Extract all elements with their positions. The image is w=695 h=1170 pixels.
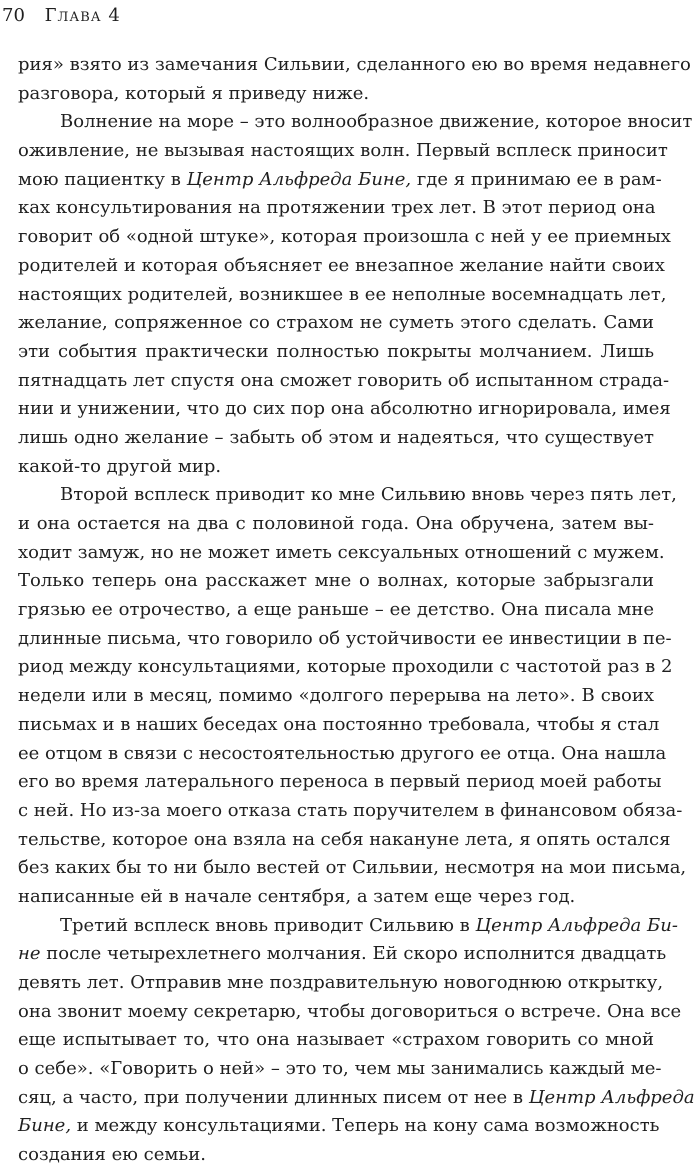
- text-run: письмах и в наших беседах она постоянно требовала, чтобы я стал: [18, 713, 660, 735]
- text-line: [18, 826, 671, 855]
- text-line: [18, 567, 654, 596]
- text-line: [18, 883, 654, 912]
- text-line: [18, 367, 670, 396]
- text-run: с ней. Но из-за моего отказа стать поручителем в финансовом обяза-: [18, 799, 683, 821]
- text-run: ее отцом в связи с несостоятельностью другого ее отца. Она нашла: [18, 742, 667, 764]
- text-line: [18, 166, 662, 195]
- text-run: сяц, а часто, при получении длинных писем от нее в: [18, 1086, 529, 1108]
- text-run: девять лет. Отправив мне поздравительную новогоднюю открытку,: [18, 972, 664, 993]
- text-run: недели или в месяц, помимо «долгого перерыва на лето». В своих: [18, 685, 654, 707]
- italic-text: Бине,: [18, 1115, 72, 1137]
- text-run: пятнадцать лет спустя она сможет говорить об испытанном страда-: [18, 369, 670, 391]
- text-line: [18, 80, 654, 109]
- text-line: [18, 940, 667, 969]
- text-run: мою пациентку в: [18, 168, 187, 190]
- text-run: родителей и которая объясняет ее внезапное желание найти своих: [18, 254, 665, 276]
- text-run: говорит об «одной штуке», которая произошла с ней у ее приемных: [18, 226, 671, 248]
- text-run: и она остается на два с половиной года. Она обручена, затем вы-: [18, 513, 654, 534]
- text-run: его во время латерального переноса в первый период моей работы: [18, 771, 662, 793]
- text-run: Волнение на море – это волнообразное движение, которое вносит: [60, 111, 693, 133]
- text-line: [18, 912, 678, 941]
- text-run: эти события практически полностью покрыты молчанием. Лишь: [18, 340, 654, 362]
- text-line: [18, 395, 671, 424]
- text-run: и между консультациями. Теперь на кону сама возможность: [71, 1115, 660, 1137]
- text-run: рия» взято из замечания Сильвии, сделанного ею во время недавнего: [18, 54, 691, 75]
- text-run: Второй всплеск приводит ко мне Сильвию вновь через пять лет,: [60, 484, 677, 506]
- text-line: [18, 539, 665, 568]
- italic-text: Центр Альфреда Бине,: [186, 168, 412, 190]
- text-run: желание, сопряженное со страхом не суметь этого сделать. Сами: [18, 312, 654, 334]
- text-line: [18, 1084, 695, 1113]
- text-line: [18, 998, 682, 1027]
- body-text: [18, 51, 695, 1170]
- text-line: [18, 453, 654, 482]
- text-run: грязью ее отрочество, а еще раньше – ее детство. Она писала мне: [18, 599, 654, 621]
- text-run: длинные письма, что говорило об устойчивости ее инвестиции в пе-: [18, 627, 672, 649]
- text-run: после четырехлетнего молчания. Ей скоро исполнится двадцать: [40, 943, 667, 965]
- text-line: [18, 682, 654, 711]
- text-run: без каких бы то ни было вестей от Сильвии, несмотря на мои письма,: [18, 857, 687, 879]
- text-line: [18, 223, 671, 252]
- text-line: [18, 969, 664, 998]
- text-run: о себе». «Говорить о ней» – это то, чем мы занимались каждый ме-: [18, 1058, 662, 1080]
- text-run: Третий всплеск вновь приводит Сильвию в: [60, 914, 476, 936]
- text-run: риод между консультациями, которые проходили с частотой раз в 2: [18, 656, 673, 678]
- text-line: [18, 137, 668, 166]
- text-run: написанные ей в начале сентября, а затем еще через год.: [18, 885, 576, 907]
- text-line: [18, 797, 683, 826]
- italic-text: Центр Альфреда: [528, 1086, 695, 1108]
- text-line: [18, 854, 687, 883]
- text-run: тельстве, которое она взяла на себя накануне лета, я опять остался: [18, 828, 671, 850]
- text-line: [18, 1141, 654, 1170]
- text-line: [18, 510, 654, 539]
- text-line: [18, 711, 660, 740]
- text-run: настоящих родителей, возникшее в ее неполные восемнадцать лет,: [18, 283, 667, 305]
- text-line: [18, 596, 654, 625]
- text-line: [18, 1026, 654, 1055]
- text-line: [18, 51, 691, 80]
- text-run: ходит замуж, но не может иметь сексуальных отношений с мужем.: [18, 541, 665, 563]
- text-line: [18, 768, 662, 797]
- text-line: [18, 252, 665, 281]
- running-head: [2, 4, 121, 28]
- text-run: ках консультирования на протяжении трех лет. В этот период она: [18, 197, 656, 219]
- chapter-title: Глава 4: [44, 5, 121, 26]
- text-line: [18, 625, 672, 654]
- text-run: разговора, который я приведу ниже.: [18, 82, 370, 104]
- text-line: [18, 108, 693, 137]
- text-run: нии и унижении, что до сих пор она абсолютно игнорировала, имея: [18, 398, 671, 420]
- text-run: где я принимаю ее в рам-: [411, 168, 662, 190]
- text-line: [18, 338, 654, 367]
- italic-text: не: [18, 943, 41, 965]
- italic-text: Центр Альфреда Би-: [475, 914, 678, 936]
- text-line: [18, 653, 673, 682]
- text-line: [18, 481, 677, 510]
- page-number: 70: [2, 5, 25, 26]
- text-line: [18, 740, 667, 769]
- text-run: еще испытывает то, что она называет «страхом говорить со мной: [18, 1029, 654, 1051]
- text-line: [18, 281, 667, 310]
- text-run: создания ею семьи.: [18, 1144, 206, 1166]
- text-line: [18, 194, 654, 223]
- text-line: [18, 309, 654, 338]
- text-run: какой-то другой мир.: [18, 455, 222, 477]
- text-run: лишь одно желание – забыть об этом и надеяться, что существует: [18, 426, 654, 448]
- text-line: [18, 1055, 662, 1084]
- text-run: Только теперь она расскажет мне о волнах, которые забрызгали: [18, 570, 654, 592]
- text-run: оживление, не вызывая настоящих волн. Первый всплеск приносит: [18, 140, 668, 162]
- text-line: [18, 424, 654, 453]
- text-run: она звонит моему секретарю, чтобы договориться о встрече. Она все: [18, 1000, 682, 1022]
- text-line: [18, 1112, 660, 1141]
